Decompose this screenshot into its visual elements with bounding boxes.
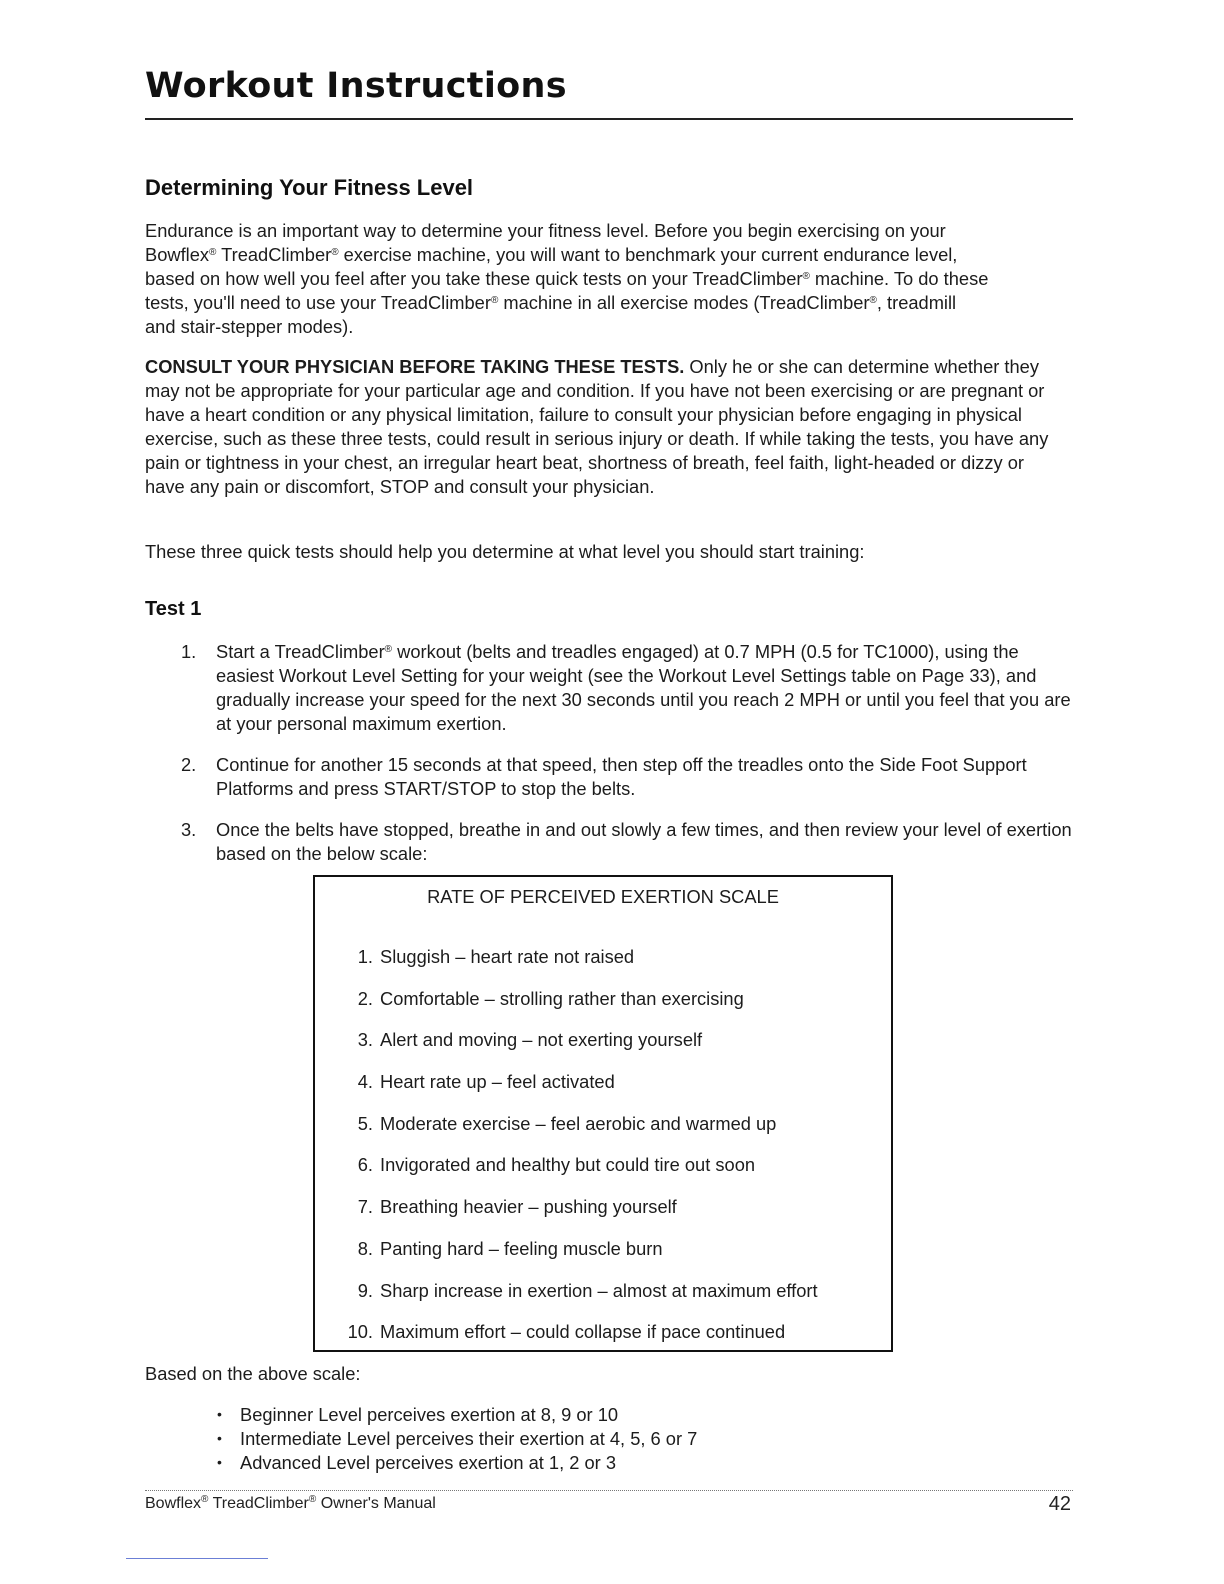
results-bullet: • Intermediate Level perceives their exertion at 4, 5, 6 or 7 [217, 1428, 698, 1449]
rpe-scale-item: 8. Panting hard – feeling muscle burn [357, 1237, 663, 1259]
bullet-icon: • [217, 1430, 222, 1446]
rpe-scale-item: 9. Sharp increase in exertion – almost at maximum effort [357, 1279, 818, 1301]
test1-step: 1. Start a TreadClimber® workout (belts and treadles engaged) at 0.7 MPH (0.5 for TC1000), using the easiest Workout Level Setting for your weight (see the Workout Level Settings table on Page 33), and gradually increase your speed for the next 30 seconds until you reach 2 MPH or until you feel that you are at your personal maximum exertion. [181, 641, 1071, 734]
bullet-icon: • [217, 1454, 222, 1470]
test1-step: 3. Once the belts have stopped, breathe in and out slowly a few times, and then review your level of exertion based on the below scale: [181, 819, 1072, 864]
footer-manual-title: Bowflex® TreadClimber® Owner's Manual [145, 1494, 436, 1512]
results-bullet: • Advanced Level perceives exertion at 1, 2 or 3 [217, 1452, 617, 1473]
page-title: Workout Instructions [145, 66, 567, 106]
warning-bold: CONSULT YOUR PHYSICIAN BEFORE TAKING THESE TESTS. [145, 356, 685, 377]
section-heading: Determining Your Fitness Level [145, 175, 474, 200]
scan-artifact-line [126, 1558, 268, 1559]
rpe-scale-item: 1. Sluggish – heart rate not raised [357, 946, 635, 967]
rpe-scale-item: 5. Moderate exercise – feel aerobic and warmed up [357, 1112, 777, 1134]
rpe-scale-item: 3. Alert and moving – not exerting yourself [357, 1029, 703, 1051]
rpe-scale-item: 10. Maximum effort – could collapse if pace continued [347, 1321, 786, 1343]
test1-heading: Test 1 [145, 598, 202, 620]
test1-steps [145, 640, 1073, 883]
tests-lead-in: These three quick tests should help you determine at what level you should start training: [145, 541, 865, 562]
page-number: 42 [1048, 1493, 1071, 1515]
rpe-scale-list [315, 945, 891, 1362]
rpe-scale-title: RATE OF PERCEIVED EXERTION SCALE [427, 886, 779, 907]
title-divider [145, 118, 1073, 120]
bullet-icon: • [217, 1406, 222, 1422]
test1-step: 2. Continue for another 15 seconds at that speed, then step off the treadles onto the Side Foot Support Platforms and press START/STOP to stop the belts. [181, 754, 1027, 799]
results-bullet: • Beginner Level perceives exertion at 8, 9 or 10 [217, 1404, 619, 1425]
rpe-scale-item: 7. Breathing heavier – pushing yourself [357, 1196, 677, 1218]
rpe-scale-box [313, 875, 893, 1352]
warning-text: Only he or she can determine whether they may not be appropriate for your particular age and condition. If you have not been exercising or are pregnant or have a heart condition or any physical limitation, failure to consult your physician before engaging in physical exercise, such as these three tests, could result in serious injury or death. If while taking the tests, you have any pain or tightness in your chest, an irregular heart beat, shortness of breath, feel faith, light-headed or dizzy or have any pain or discomfort, STOP and consult your physician. [145, 356, 1049, 497]
footer-divider [145, 1490, 1073, 1491]
results-bullets [217, 1403, 697, 1475]
results-lead-in: Based on the above scale: [145, 1363, 361, 1384]
intro-paragraph: Endurance is an important way to determine your fitness level. Before you begin exercising on your Bowflex® TreadClimber® exercise machine, you will want to benchmark your current endurance level, based on how well you feel after you take these quick tests on your TreadClimber® machine. To do these tests, you'll need to use your TreadClimber® machine in all exercise modes (TreadClimber®, treadmill and stair-stepper modes). [145, 220, 989, 337]
rpe-scale-item: 4. Heart rate up – feel activated [357, 1071, 615, 1093]
physician-warning [145, 355, 1060, 499]
rpe-scale-item: 6. Invigorated and healthy but could tire out soon [357, 1154, 756, 1176]
rpe-scale-item: 2. Comfortable – strolling rather than exercising [357, 987, 744, 1009]
